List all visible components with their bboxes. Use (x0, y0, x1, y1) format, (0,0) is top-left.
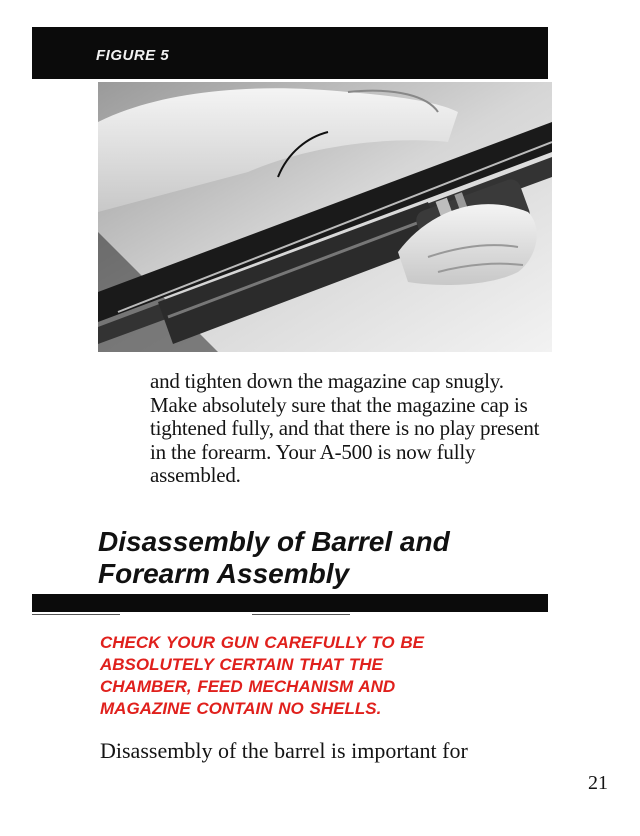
warning-line4: MAGAZINE CONTAIN NO SHELLS. (100, 699, 382, 718)
thin-rule-middle (252, 614, 350, 615)
warning-line3: CHAMBER, FEED MECHANISM AND (100, 677, 396, 696)
section-divider (32, 594, 548, 612)
section-title-line1: Disassembly of Barrel and (98, 526, 450, 557)
figure-photo (98, 82, 552, 352)
page-number: 21 (588, 772, 608, 794)
safety-warning (100, 632, 540, 720)
gun-assembly-photo (98, 82, 552, 352)
figure-header-bar (32, 27, 548, 79)
warning-line1: CHECK YOUR GUN CAREFULLY TO BE (100, 633, 424, 652)
section-title-line2: Forearm Assembly (98, 558, 350, 589)
warning-line2: ABSOLUTELY CERTAIN THAT THE (100, 655, 383, 674)
figure-label: FIGURE 5 (96, 47, 170, 64)
thin-rule-left (32, 614, 120, 615)
section-title (98, 526, 558, 590)
disassembly-paragraph: Disassembly of the barrel is important for (100, 738, 468, 763)
assembly-paragraph: and tighten down the magazine cap snugly. Make absolutely sure that the magazine cap is tightened fully, and that there is no play present in the forearm. Your A-500 is now fully assembled. (150, 369, 540, 487)
